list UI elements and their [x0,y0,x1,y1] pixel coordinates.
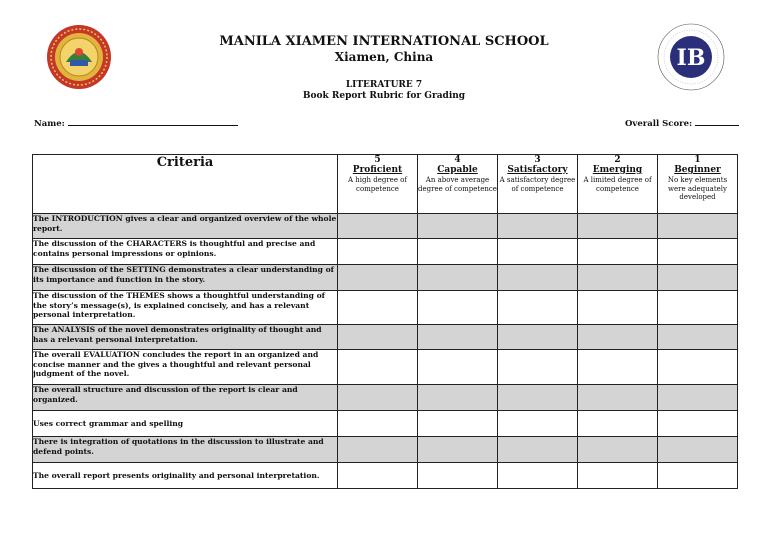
criterion-text: The discussion of the SETTING demonstrates a clear understanding of its importance and function in the story. [33,265,338,291]
level-number: 4 [454,155,461,165]
score-cell-3[interactable] [498,239,578,265]
criterion-row-quotations [33,437,738,463]
score-cell-2[interactable] [578,411,658,437]
score-cell-4[interactable] [418,265,498,291]
score-cell-3[interactable] [498,385,578,411]
criterion-row-themes [33,291,738,325]
criterion-text: Uses correct grammar and spelling [33,411,338,437]
level-name: Satisfactory [507,165,568,175]
level-number: 5 [374,155,381,165]
level-name: Emerging [592,165,643,175]
score-cell-4[interactable] [418,291,498,325]
criterion-text: The overall EVALUATION concludes the report in an organized and concise manner and the gives a thoughtful and relevant personal judgment of the novel. [33,350,338,385]
level-header-4 [418,155,498,214]
score-cell-5[interactable] [338,239,418,265]
level-name: Proficient [352,165,403,175]
score-cell-3[interactable] [498,265,578,291]
score-cell-5[interactable] [338,385,418,411]
rubric-subtitle: Book Report Rubric for Grading [302,91,466,101]
level-header-1 [658,155,738,214]
level-name: Beginner [674,165,721,175]
level-number: 1 [694,155,701,165]
score-cell-1[interactable] [658,239,738,265]
ib-logo-text: IB [676,45,706,71]
overall-score-field [625,117,739,129]
name-label: Name: [34,119,65,129]
score-cell-4[interactable] [418,239,498,265]
level-description: A satisfactory degree of competence [499,176,576,193]
score-cell-1[interactable] [658,385,738,411]
score-cell-4[interactable] [418,214,498,239]
score-cell-4[interactable] [418,411,498,437]
level-number: 3 [534,155,541,165]
criterion-row-setting [33,265,738,291]
score-cell-5[interactable] [338,350,418,385]
score-cell-2[interactable] [578,291,658,325]
level-description: An above average degree of competence [418,176,497,193]
criterion-text: The overall structure and discussion of the report is clear and organized. [33,385,338,411]
criterion-row-evaluation [33,350,738,385]
score-cell-4[interactable] [418,325,498,350]
criterion-text: The overall report presents originality and personal interpretation. [33,463,338,489]
criterion-row-characters [33,239,738,265]
score-cell-1[interactable] [658,291,738,325]
score-cell-5[interactable] [338,291,418,325]
score-cell-1[interactable] [658,437,738,463]
score-cell-2[interactable] [578,437,658,463]
score-cell-3[interactable] [498,437,578,463]
score-cell-2[interactable] [578,385,658,411]
score-cell-2[interactable] [578,325,658,350]
score-cell-5[interactable] [338,214,418,239]
criterion-row-originality [33,463,738,489]
score-cell-1[interactable] [658,411,738,437]
level-description: A high degree of competence [347,176,407,193]
name-blank-line[interactable] [68,117,238,126]
score-cell-1[interactable] [658,265,738,291]
score-cell-1[interactable] [658,325,738,350]
score-cell-5[interactable] [338,265,418,291]
course-title: LITERATURE 7 [345,80,423,90]
level-description: No key elements were adequately developed [667,176,728,201]
criteria-header: Criteria [33,155,338,214]
level-name: Capable [437,165,478,175]
score-cell-3[interactable] [498,325,578,350]
score-cell-4[interactable] [418,437,498,463]
criterion-row-introduction [33,214,738,239]
level-header-2 [578,155,658,214]
level-number: 2 [614,155,621,165]
score-cell-2[interactable] [578,350,658,385]
overall-score-blank-line[interactable] [695,117,739,126]
score-cell-4[interactable] [418,463,498,489]
rubric-header-row [33,155,738,214]
score-cell-3[interactable] [498,411,578,437]
score-cell-4[interactable] [418,350,498,385]
name-field [34,117,238,129]
rubric-table [32,154,738,489]
score-cell-5[interactable] [338,411,418,437]
score-cell-2[interactable] [578,463,658,489]
level-header-5 [338,155,418,214]
criterion-text: There is integration of quotations in the discussion to illustrate and defend points. [33,437,338,463]
score-cell-1[interactable] [658,214,738,239]
criterion-row-structure [33,385,738,411]
school-city: Xiamen, China [334,50,434,64]
score-cell-5[interactable] [338,463,418,489]
score-cell-2[interactable] [578,239,658,265]
score-cell-2[interactable] [578,265,658,291]
school-name: MANILA XIAMEN INTERNATIONAL SCHOOL [219,34,549,49]
score-cell-1[interactable] [658,463,738,489]
criterion-text: The discussion of the CHARACTERS is thoughtful and precise and contains personal impressions or opinions. [33,239,338,265]
level-header-3 [498,155,578,214]
score-cell-3[interactable] [498,463,578,489]
level-description: A limited degree of competence [583,176,652,193]
criterion-text: The ANALYSIS of the novel demonstrates originality of thought and has a relevant personal interpretation. [33,325,338,350]
criterion-row-grammar [33,411,738,437]
score-cell-5[interactable] [338,437,418,463]
score-cell-2[interactable] [578,214,658,239]
score-cell-3[interactable] [498,291,578,325]
score-cell-1[interactable] [658,350,738,385]
score-cell-3[interactable] [498,214,578,239]
score-cell-3[interactable] [498,350,578,385]
criterion-text: The INTRODUCTION gives a clear and organized overview of the whole report. [33,214,338,239]
score-cell-4[interactable] [418,385,498,411]
criterion-text: The discussion of the THEMES shows a thoughtful understanding of the story’s message(s), is explained concisely, and has a relevant personal interpretation. [33,291,338,325]
score-cell-5[interactable] [338,325,418,350]
criterion-row-analysis [33,325,738,350]
overall-score-label: Overall Score: [625,119,693,129]
